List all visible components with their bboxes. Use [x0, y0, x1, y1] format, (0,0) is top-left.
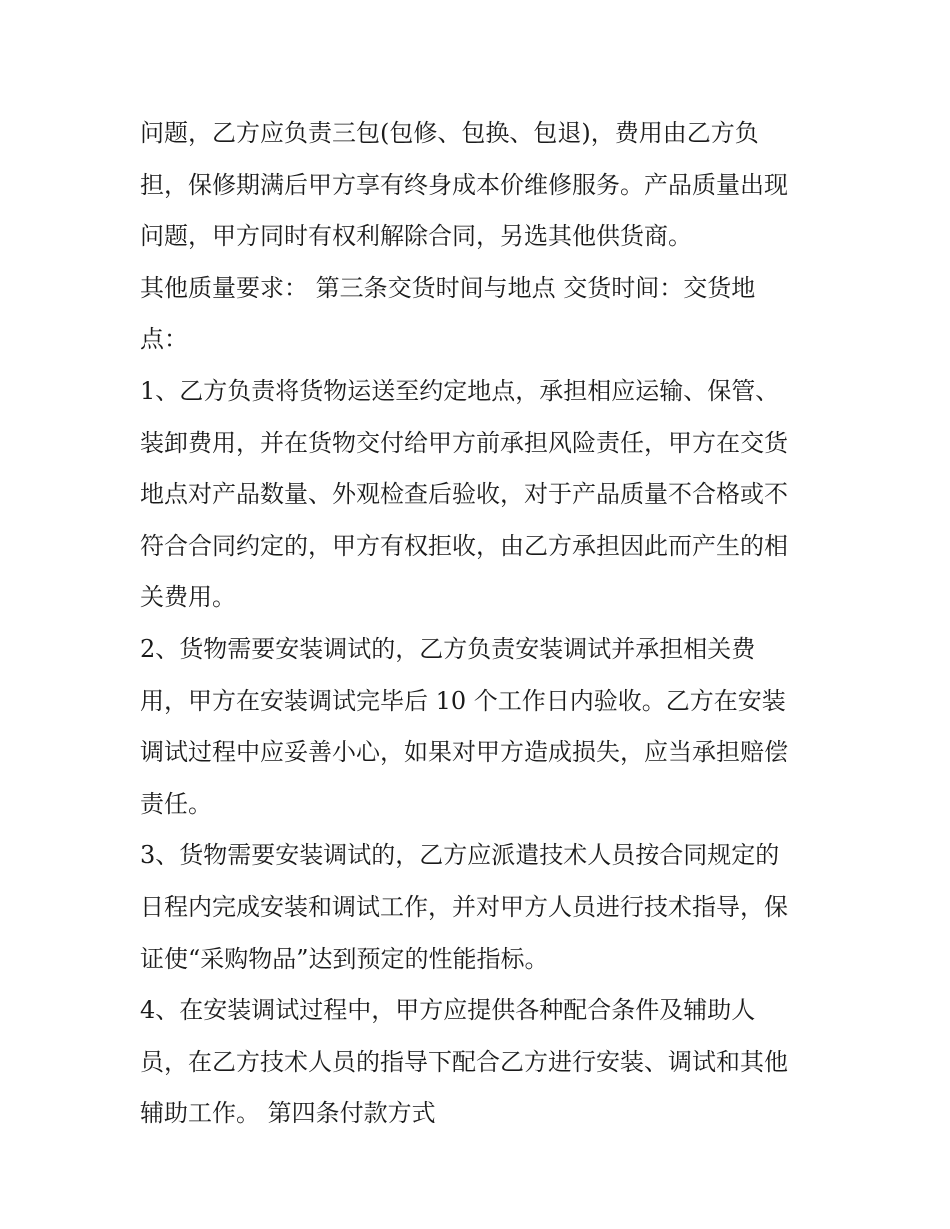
text-line: 问题，乙方应负责三包(包修、包换、包退)，费用由乙方负	[140, 119, 759, 147]
text-line: 辅助工作。 第四条付款方式	[140, 1099, 436, 1128]
text-line: 问题，甲方同时有权利解除合同，另选其他供货商。	[140, 222, 692, 251]
text-line: 证使“采购物品”达到预定的性能指标。	[140, 944, 549, 973]
text-line: 担，保修期满后甲方享有终身成本价维修服务。产品质量出现	[140, 170, 788, 199]
document-body	[140, 108, 820, 1140]
text-line: 4、在安装调试过程中，甲方应提供各种配合条件及辅助人	[140, 996, 756, 1025]
text-line: 2、货物需要安装调试的，乙方负责安装调试并承担相关费	[140, 634, 756, 663]
text-line: 日程内完成安装和调试工作，并对甲方人员进行技术指导，保	[140, 892, 788, 921]
text-line: 用，甲方在安装调试完毕后 10 个工作日内验收。乙方在安装	[140, 686, 786, 715]
text-line: 责任。	[140, 789, 212, 818]
text-line: 装卸费用，并在货物交付给甲方前承担风险责任，甲方在交货	[140, 428, 788, 457]
text-line: 点：	[140, 325, 188, 354]
text-line: 其他质量要求： 第三条交货时间与地点 交货时间：交货地	[140, 273, 756, 302]
text-line: 地点对产品数量、外观检查后验收，对于产品质量不合格或不	[140, 480, 788, 509]
text-line: 符合合同约定的，甲方有权拒收，由乙方承担因此而产生的相	[140, 531, 788, 560]
text-line: 3、货物需要安装调试的，乙方应派遣技术人员按合同规定的	[140, 841, 780, 870]
text-line: 调试过程中应妥善小心，如果对甲方造成损失，应当承担赔偿	[140, 738, 788, 767]
text-line: 员，在乙方技术人员的指导下配合乙方进行安装、调试和其他	[140, 1047, 788, 1076]
text-line: 1、乙方负责将货物运送至约定地点，承担相应运输、保管、	[140, 376, 780, 405]
text-line: 关费用。	[140, 583, 236, 612]
